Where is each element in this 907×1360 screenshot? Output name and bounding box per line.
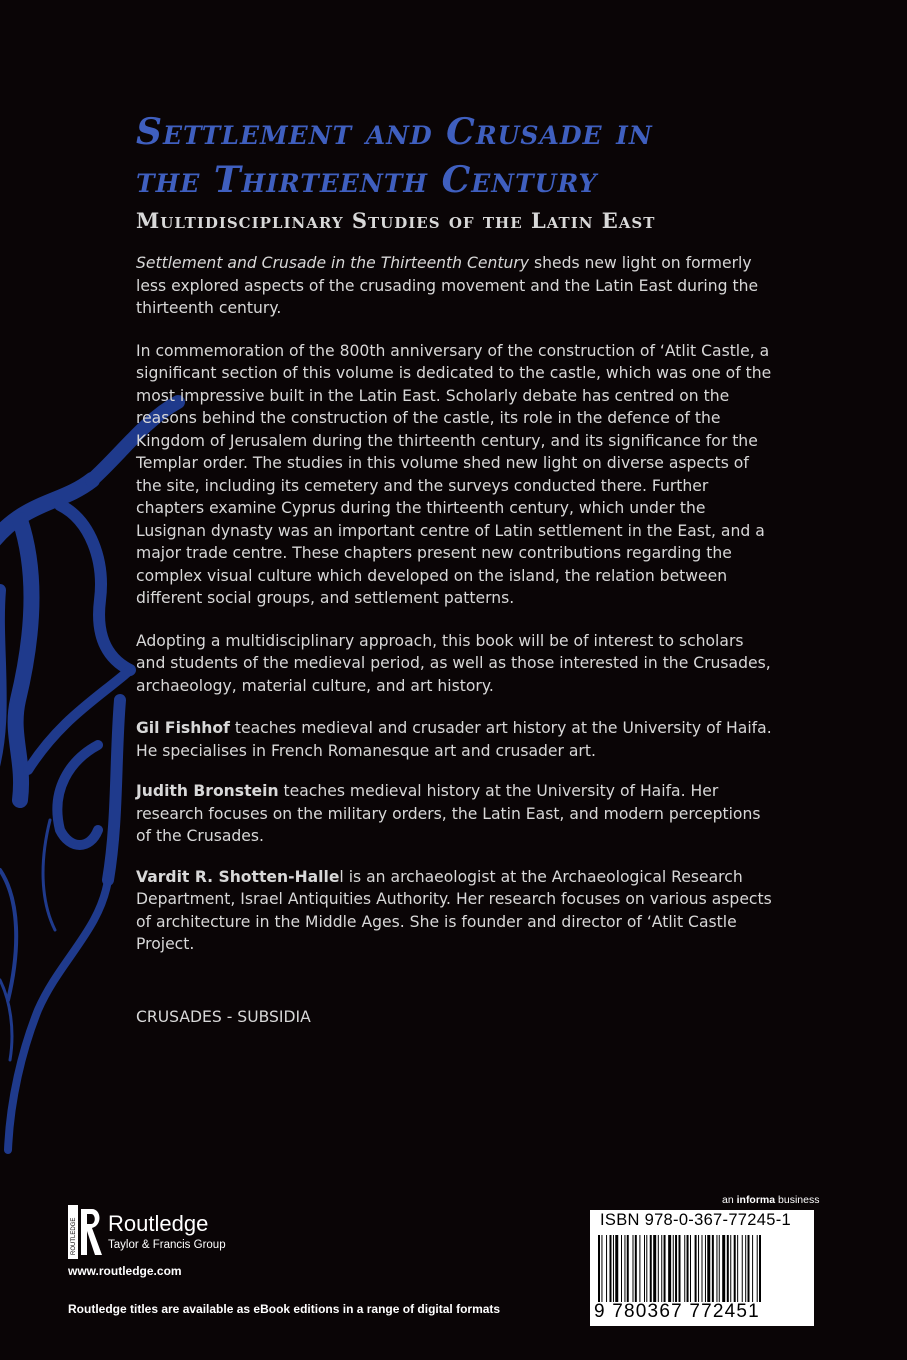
barcode-bar <box>712 1235 714 1302</box>
editor-bio-text: teaches medieval history at the University of Haifa. Her research focuses on the military orders, the Latin East, and modern perceptions of the Crusades. <box>136 782 761 845</box>
barcode-bar <box>668 1235 671 1302</box>
editor-bio-text: l is an archaeologist at the Archaeological Research Department, Israel Antiquities Authority. Her research focuses on various aspects of architecture in the Middle Ages. She is founder and director of ‘Atlit Castle Project. <box>136 867 772 953</box>
barcode-bar <box>633 1235 634 1302</box>
intro-rest: sheds new light on formerly less explored aspects of the crusading movement and the Latin East during the thirteenth century. <box>136 254 759 317</box>
barcode-bar <box>610 1235 612 1302</box>
logo-vertical-text: ROUTLEDGE <box>71 1217 77 1255</box>
barcode-bar <box>730 1235 731 1302</box>
barcode-bar <box>658 1235 659 1302</box>
barcode-bar <box>684 1235 685 1302</box>
title-line-1: Settlement and Crusade in <box>136 111 653 153</box>
barcode-digits: 9 780367 772451 <box>594 1301 760 1322</box>
barcode-bar <box>702 1235 703 1302</box>
barcode-bar <box>742 1235 743 1302</box>
barcode-bar <box>695 1235 697 1302</box>
intro-italic-title: Settlement and Crusade in the Thirteenth Century <box>136 254 530 272</box>
editor-name: Vardit R. Shotten-Halle <box>136 867 340 886</box>
ebook-note: Routledge titles are available as eBook editions in a range of digital formats <box>68 1302 501 1316</box>
barcode-icon <box>598 1235 808 1302</box>
book-title <box>136 108 876 204</box>
barcode-bar <box>705 1235 706 1302</box>
barcode-bar <box>635 1235 637 1302</box>
editor-name: Gil Fishhof <box>136 719 230 737</box>
barcode-bar <box>673 1235 674 1302</box>
series-name: CRUSADES - SUBSIDIA <box>136 1008 311 1026</box>
barcode-bar <box>606 1235 607 1302</box>
barcode-bar <box>707 1235 710 1302</box>
barcode-bar <box>698 1235 699 1302</box>
barcode-bar <box>615 1235 618 1302</box>
barcode-bar <box>687 1235 689 1302</box>
barcode-bar <box>621 1235 622 1302</box>
barcode-bar <box>664 1235 666 1302</box>
barcode-bar <box>679 1235 681 1302</box>
barcode-bar <box>737 1235 738 1302</box>
barcode-bar <box>759 1235 761 1302</box>
barcode <box>590 1210 814 1326</box>
barcode-bar <box>646 1235 647 1302</box>
barcode-bar <box>722 1235 725 1302</box>
barcode-bar <box>598 1235 600 1302</box>
editor-bio <box>136 780 776 848</box>
barcode-bar <box>675 1235 677 1302</box>
title-line-2: the Thirteenth Century <box>136 159 598 201</box>
barcode-bar <box>650 1235 652 1302</box>
informa-business: an informa business <box>722 1194 820 1206</box>
editor-bio <box>136 717 776 762</box>
barcode-bar <box>690 1235 691 1302</box>
routledge-r-icon <box>68 1205 104 1259</box>
barcode-bar <box>757 1235 758 1302</box>
blurb-paragraph-3: Adopting a multidisciplinary approach, this book will be of interest to scholars and students of the medieval period, as well as those interested in the Crusades, archaeology, material culture, and art history. <box>136 631 771 695</box>
blurb <box>136 252 776 974</box>
editor-bio-text: teaches medieval and crusader art history at the University of Haifa. He specialises in French Romanesque art and crusader art. <box>136 719 772 760</box>
book-subtitle: Multidisciplinary Studies of the Latin East <box>136 208 656 233</box>
publisher-website: www.routledge.com <box>68 1264 182 1278</box>
blurb-intro <box>136 252 776 320</box>
barcode-bar <box>752 1235 753 1302</box>
barcode-bar <box>727 1235 729 1302</box>
barcode-bar <box>716 1235 717 1302</box>
barcode-bar <box>601 1235 602 1302</box>
publisher-name: Routledge <box>108 1211 209 1236</box>
editor-name: Judith Bronstein <box>136 782 279 800</box>
barcode-bar <box>661 1235 662 1302</box>
barcode-bar <box>734 1235 736 1302</box>
barcode-bar <box>613 1235 614 1302</box>
barcode-bar <box>627 1235 629 1302</box>
isbn-label: ISBN 978-0-367-77245-1 <box>600 1211 791 1229</box>
barcode-bar <box>639 1235 640 1302</box>
barcode-bar <box>719 1235 720 1302</box>
barcode-bar <box>653 1235 656 1302</box>
barcode-bar <box>644 1235 645 1302</box>
publisher-group: Taylor & Francis Group <box>108 1239 226 1251</box>
barcode-bar <box>624 1235 625 1302</box>
editor-bio <box>136 866 776 956</box>
blurb-paragraph-2: In commemoration of the 800th anniversary of the construction of ‘Atlit Castle, a significant section of this volume is dedicated to the castle, which was one of the most impressive built in the Latin East. Scholarly debate has centred on the reasons behind the construction of the castle, its role in the defence of the Kingdom of Jerusalem during the thirteenth century, and its significance for the Templar order. The studies in this volume shed new light on diverse aspects of the site, including its cemetery and the surveys conducted there. Further chapters examine Cyprus during the thirteenth century, which under the Lusignan dynasty was an important centre of Latin settlement in the East, and a major trade centre. These chapters present new contributions regarding the complex visual culture which developed on the island, the relation between different social groups, and settlement patterns. <box>136 341 772 607</box>
barcode-bar <box>748 1235 750 1302</box>
barcode-bar <box>745 1235 746 1302</box>
